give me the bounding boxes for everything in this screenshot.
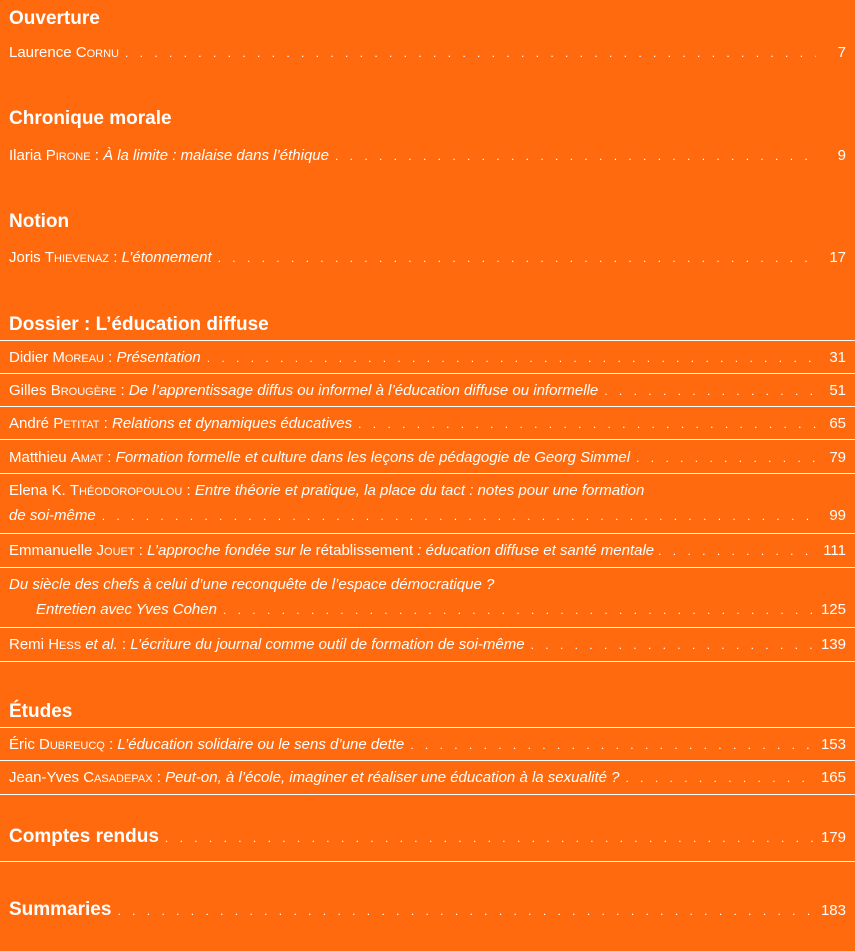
page-number: 51 [829, 382, 846, 399]
article-title: Présentation [116, 349, 201, 366]
leader-dots [102, 506, 816, 526]
separator: : [103, 349, 117, 366]
leader-dots [223, 600, 815, 620]
entry-text [9, 381, 598, 401]
article-title: Relations et dynamiques éducatives [111, 415, 353, 432]
article-title: Entre théorie et pratique, la place du tact : notes pour une formation [194, 482, 645, 499]
entry-text [9, 635, 525, 655]
section-title-notion: Notion [9, 211, 70, 232]
author-last-name: Théodoropoulou [69, 482, 183, 499]
page-number: 153 [820, 736, 846, 753]
entry-text [9, 541, 654, 561]
author-last-name: Petitat [53, 415, 100, 432]
page-number: 179 [820, 829, 846, 846]
article-title-continuation: Entretien avec Yves Cohen [36, 601, 217, 618]
section-title-chronique: Chronique morale [9, 108, 172, 129]
leader-dots [626, 768, 815, 788]
author-first-name: Joris [9, 249, 41, 266]
separator: : [90, 147, 104, 164]
leader-dots [207, 348, 816, 368]
article-title-continuation: de soi-même [9, 507, 96, 524]
row-divider [0, 373, 855, 374]
toc-entry[interactable] [9, 348, 846, 368]
toc-entry[interactable] [9, 448, 846, 468]
author-last-name: Amat [70, 449, 104, 466]
separator: : [117, 636, 131, 653]
toc-entry[interactable] [9, 575, 846, 620]
separator: : [134, 542, 148, 559]
separator: : [152, 769, 166, 786]
entry-continuation [9, 600, 846, 620]
article-title: L’éducation solidaire ou le sens d’une dette [117, 736, 405, 753]
article-title: Peut-on, à l’école, imaginer et réaliser une éducation à la sexualité ? [165, 769, 620, 786]
section-title-ouverture: Ouverture [9, 8, 100, 29]
author-last-name: Jouet [96, 542, 135, 559]
leader-dots [636, 448, 816, 468]
page-number: 139 [820, 636, 846, 653]
row-divider [0, 533, 855, 534]
separator: : [116, 382, 129, 399]
article-title: L’écriture du journal comme outil de formation de soi-même [130, 636, 525, 653]
toc-entry[interactable] [9, 635, 846, 655]
separator: : [182, 482, 195, 499]
section-title-dossier: Dossier : L’éducation diffuse [9, 314, 269, 335]
toc-entry[interactable] [9, 248, 846, 268]
toc-entry[interactable] [9, 43, 846, 63]
separator: : [109, 249, 122, 266]
leader-dots [358, 414, 816, 434]
article-title: Du siècle des chefs à celui d’une reconquête de l’espace démocratique ? [9, 576, 495, 593]
page-number: 165 [820, 769, 846, 786]
leader-dots [165, 831, 815, 845]
page-number: 79 [829, 449, 846, 466]
author-last-name: Moreau [52, 349, 104, 366]
page-number: 31 [829, 349, 846, 366]
author-first-name: Gilles [9, 382, 47, 399]
page-number: 111 [823, 542, 846, 559]
toc-entry[interactable] [9, 381, 846, 401]
entry-text [9, 43, 119, 63]
author-first-name: Matthieu [9, 449, 67, 466]
toc-entry[interactable] [9, 541, 846, 561]
article-title: : éducation diffuse et santé mentale [413, 542, 655, 559]
entry-text [9, 414, 352, 434]
page-number: 125 [820, 601, 846, 618]
row-divider [0, 861, 855, 862]
leader-dots [335, 146, 816, 166]
separator: : [99, 415, 112, 432]
toc-entry-summaries[interactable] [9, 899, 846, 921]
author-first-name: André [9, 415, 50, 432]
separator: : [104, 736, 118, 753]
author-first-name: Remi [9, 636, 45, 653]
row-divider [0, 406, 855, 407]
leader-dots [117, 904, 815, 918]
article-title: De l’apprentissage diffus ou informel à l’éducation diffuse ou informelle [128, 382, 599, 399]
author-last-name: Dubreucq [39, 736, 105, 753]
row-divider [0, 760, 855, 761]
leader-dots [658, 541, 818, 561]
entry-text [9, 146, 329, 166]
entry-text [9, 348, 201, 368]
page-number: 9 [837, 147, 846, 164]
leader-dots [218, 248, 816, 268]
section-title-etudes: Études [9, 701, 73, 722]
author-first-name: Didier [9, 349, 49, 366]
section-divider [0, 340, 855, 341]
entry-text [9, 768, 620, 788]
author-last-name: Thievenaz [44, 249, 110, 266]
author-first-name: Elena K. [9, 482, 66, 499]
row-divider [0, 627, 855, 628]
author-last-name: Pirone [45, 147, 91, 164]
author-first-name: Emmanuelle [9, 542, 93, 559]
article-title: Formation formelle et culture dans les leçons de pédagogie de Georg Simmel [115, 449, 631, 466]
author-first-name: Ilaria [9, 147, 42, 164]
section-title-comptes-rendus: Comptes rendus [9, 826, 159, 847]
author-last-name: Cornu [75, 44, 119, 61]
page-number: 17 [829, 249, 846, 266]
leader-dots [125, 43, 816, 63]
entry-text [9, 481, 846, 501]
author-first-name: Laurence [9, 44, 72, 61]
toc-entry[interactable] [9, 146, 846, 166]
article-title: L’approche fondée sur le [147, 542, 316, 559]
toc-entry-comptes-rendus[interactable] [9, 826, 846, 848]
author-last-name: Brougère [50, 382, 117, 399]
toc-entry[interactable] [9, 735, 846, 755]
page-number: 7 [837, 44, 846, 61]
entry-text [9, 735, 404, 755]
et-al: et al. [85, 636, 118, 653]
separator: : [103, 449, 116, 466]
row-divider [0, 661, 855, 662]
row-divider [0, 794, 855, 795]
entry-continuation [9, 506, 846, 526]
toc-entry[interactable] [9, 481, 846, 526]
entry-text [9, 248, 212, 268]
entry-text [9, 448, 630, 468]
leader-dots [410, 735, 815, 755]
row-divider [0, 567, 855, 568]
author-last-name: Hess [48, 636, 82, 653]
leader-dots [604, 381, 816, 401]
author-first-name: Jean-Yves [9, 769, 80, 786]
article-title-roman: rétablissement [315, 542, 414, 559]
toc-entry[interactable] [9, 414, 846, 434]
leader-dots [531, 635, 815, 655]
page-number: 65 [829, 415, 846, 432]
row-divider [0, 473, 855, 474]
toc-entry[interactable] [9, 768, 846, 788]
article-title: L’étonnement [121, 249, 212, 266]
author-first-name: Éric [9, 736, 35, 753]
page-number: 99 [829, 507, 846, 524]
section-divider [0, 727, 855, 728]
page-number: 183 [820, 902, 846, 919]
author-last-name: Casadepax [83, 769, 153, 786]
article-title: À la limite : malaise dans l’éthique [103, 147, 329, 164]
section-title-summaries: Summaries [9, 899, 112, 920]
row-divider [0, 439, 855, 440]
